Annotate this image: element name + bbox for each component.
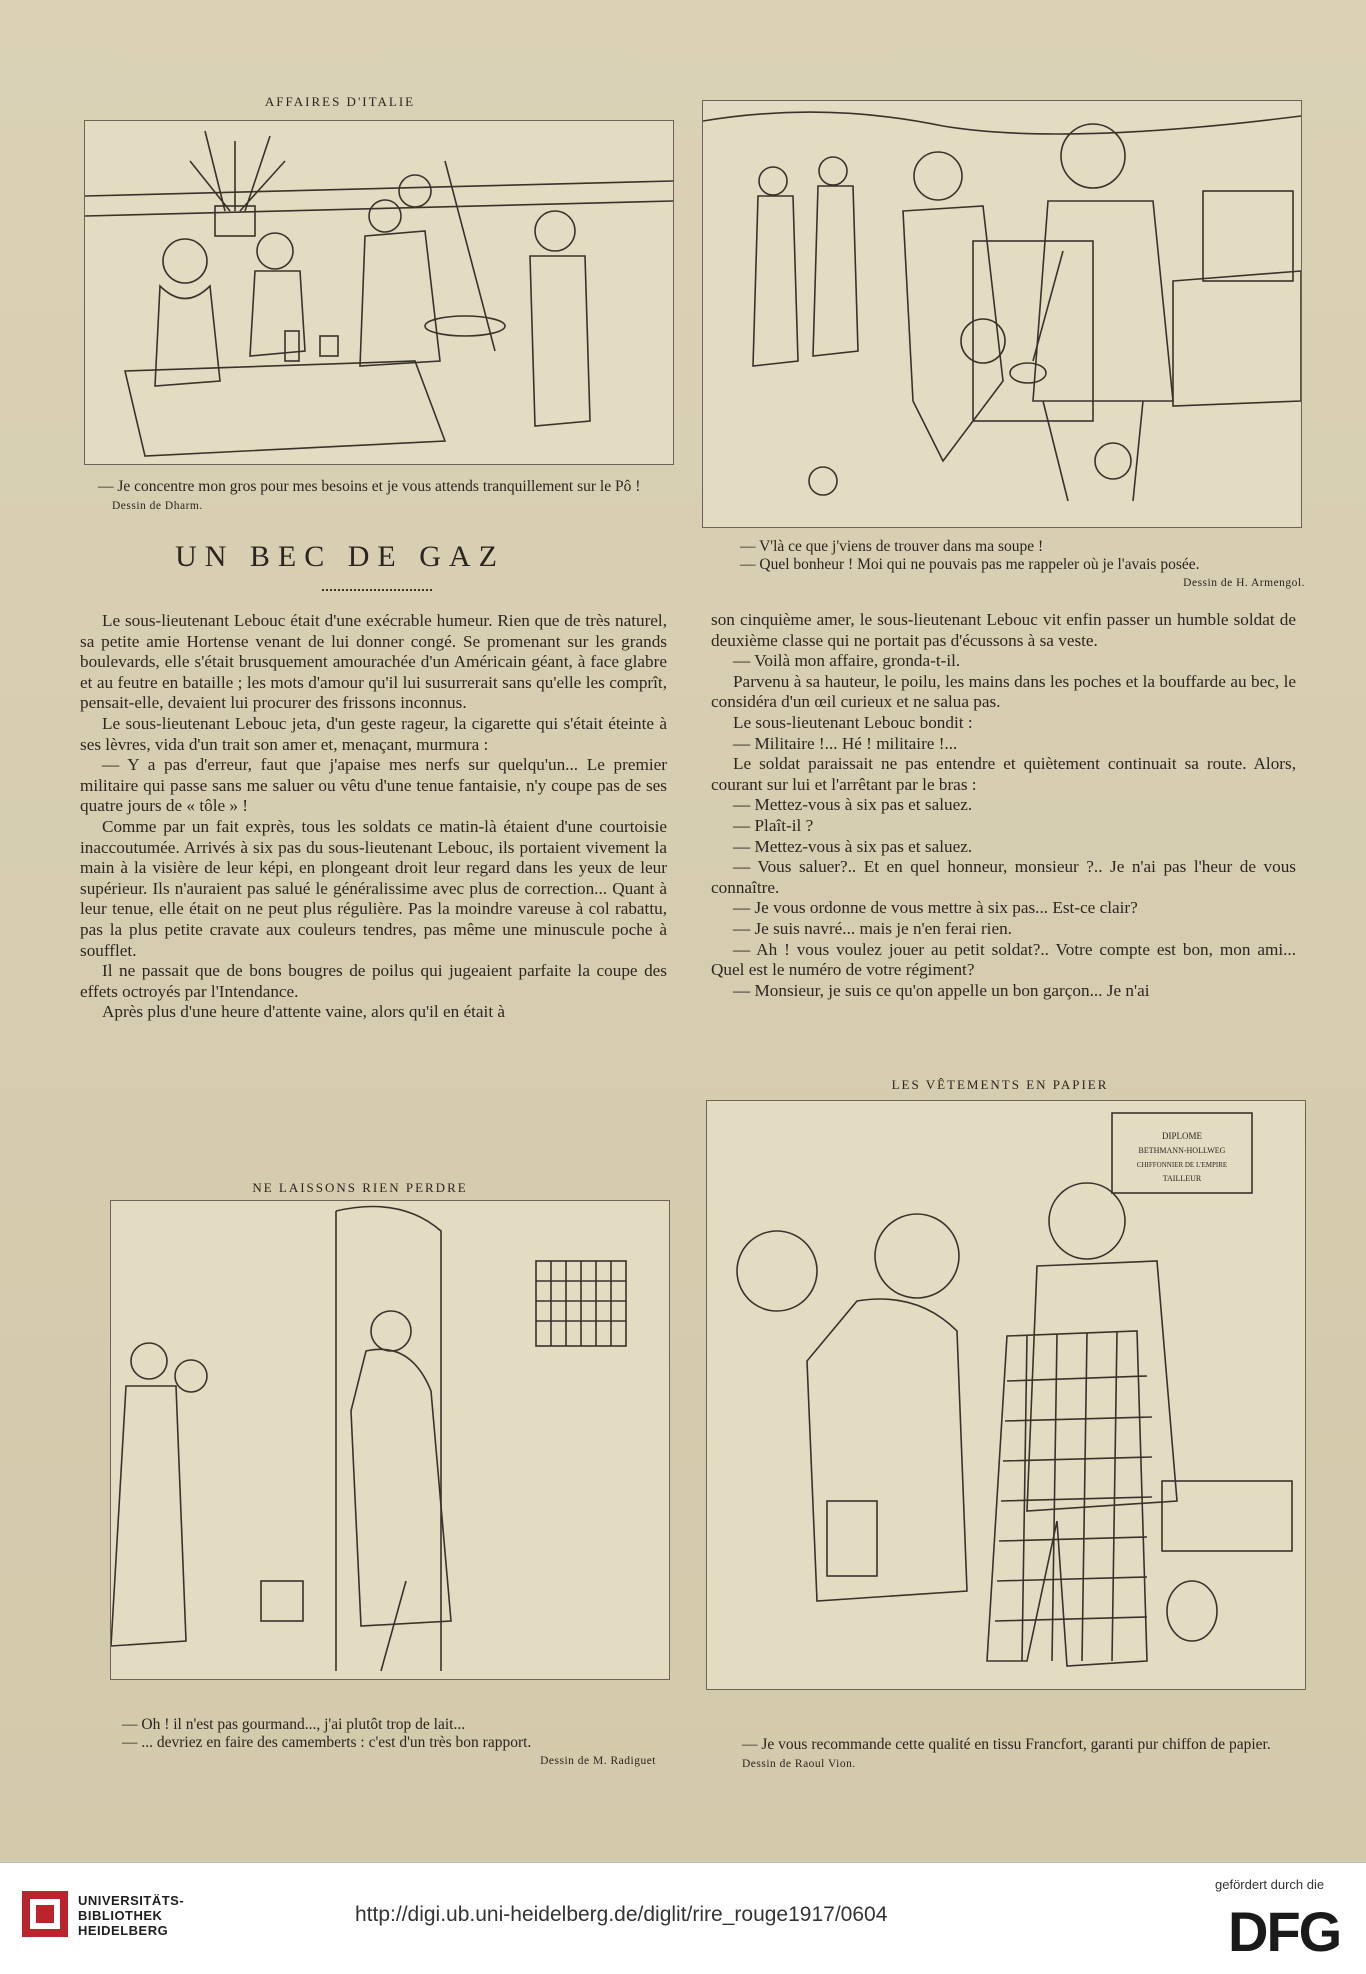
paragraph: — Mettez-vous à six pas et saluez. bbox=[733, 795, 973, 815]
kitchen-drawing bbox=[703, 101, 1301, 527]
svg-text:DIPLOME: DIPLOME bbox=[1162, 1131, 1202, 1141]
paragraph: Le sous-lieutenant Lebouc était d'une exécrable humeur. Rien que de très naturel, sa petite amie Hortense venant de lui donner congé. Se promenant sur les grands boulevards, elle s'était brusquement amourachée d'un Américain géant, à face glabre et au feutre en bataille ; les mots d'amour qu'il lui susurrerait sans qu'elle les comprît, pensait-elle, devaient lui procurer des frissons inconnus. bbox=[80, 611, 667, 713]
caption-line-1: — Oh ! il n'est pas gourmand..., j'ai plutôt trop de lait... bbox=[122, 1716, 466, 1733]
paragraph: — Plaît-il ? bbox=[733, 815, 814, 835]
caption-line-2: — Quel bonheur ! Moi qui ne pouvais pas me rappeler où je l'avais posée. bbox=[740, 556, 1200, 573]
paragraph: Parvenu à sa hauteur, le poilu, les mains dans les poches et la bouffarde au bec, le considéra d'un œil curieux et ne salua pas. bbox=[711, 671, 1296, 712]
illustration-cafe-scene bbox=[84, 120, 674, 465]
caption-ne-laissons bbox=[118, 1716, 666, 1770]
headline-ornament bbox=[322, 583, 432, 591]
street-drawing bbox=[111, 1201, 669, 1679]
paragraph: — Vous saluer?.. Et en quel honneur, monsieur ?.. Je n'ai pas l'heur de vous connaître. bbox=[711, 857, 1296, 897]
paragraph: — Je vous ordonne de vous mettre à six pas... Est-ce clair? bbox=[733, 898, 1138, 918]
paragraph: — Y a pas d'erreur, faut que j'apaise mes nerfs sur quelqu'un... Le premier militaire qui passe sans me saluer ou vêtu d'une tenue fantaisie, n'y coupe pas de ses quatre jours de « tôle » ! bbox=[80, 755, 667, 816]
paragraph: Il ne passait que de bons bougres de poilus qui jugeaient parfaite la coupe des effets octroyés par l'Intendance. bbox=[80, 961, 667, 1001]
article-column-right bbox=[711, 610, 1296, 1001]
dfg-logo: DFG bbox=[1228, 1900, 1341, 1963]
paragraph: Le sous-lieutenant Lebouc bondit : bbox=[733, 712, 973, 732]
paragraph: — Monsieur, je suis ce qu'on appelle un bon garçon... Je n'ai bbox=[733, 980, 1150, 1000]
caption-soupe bbox=[720, 538, 1305, 592]
tailor-drawing bbox=[707, 1101, 1305, 1689]
library-line-1: UNIVERSITÄTS- bbox=[78, 1893, 185, 1908]
illustration-title-ne-laissons: NE LAISSONS RIEN PERDRE bbox=[252, 1180, 468, 1195]
paragraph: son cinquième amer, le sous-lieutenant Lebouc vit enfin passer un humble soldat de deuxième classe qui ne portait pas d'écussons à sa veste. bbox=[711, 610, 1296, 650]
paragraph: — Militaire !... Hé ! militaire !... bbox=[733, 733, 958, 753]
svg-text:BETHMANN-HOLLWEG: BETHMANN-HOLLWEG bbox=[1138, 1146, 1226, 1155]
illustration-paper-clothes bbox=[706, 1100, 1306, 1690]
cafe-drawing bbox=[85, 121, 673, 464]
caption-affaires-italie bbox=[98, 478, 673, 515]
illustration-credit: Dessin de M. Radiguet bbox=[540, 1755, 656, 1767]
paragraph: — Voilà mon affaire, gronda-t-il. bbox=[733, 651, 961, 671]
paragraph: — Ah ! vous voulez jouer au petit soldat?.. Votre compte est bon, mon ami... Quel est le numéro de votre régiment? bbox=[711, 939, 1296, 980]
caption-line-2: — ... devriez en faire des camemberts : c'est d'un très bon rapport. bbox=[122, 1734, 532, 1751]
illustration-credit: Dessin de Raoul Vion. bbox=[742, 1758, 856, 1770]
article-column-left bbox=[80, 611, 667, 1023]
illustration-credit: Dessin de H. Armengol. bbox=[1183, 577, 1305, 589]
funded-by-label: gefördert durch die bbox=[1215, 1877, 1325, 1892]
caption-text: — Je vous recommande cette qualité en tissu Francfort, garanti pur chiffon de papier. bbox=[742, 1736, 1271, 1753]
svg-text:CHIFFONNIER DE L'EMPIRE: CHIFFONNIER DE L'EMPIRE bbox=[1136, 1161, 1228, 1169]
svg-text:TAILLEUR: TAILLEUR bbox=[1162, 1174, 1202, 1183]
illustration-credit: Dessin de Dharm. bbox=[112, 500, 203, 512]
ub-heidelberg-logo-icon bbox=[20, 1889, 70, 1939]
caption-text: — Je concentre mon gros pour mes besoins et je vous attends tranquillement sur le Pô ! bbox=[98, 478, 641, 495]
paragraph: Après plus d'une heure d'attente vaine, alors qu'il en était à bbox=[102, 1002, 506, 1022]
illustration-mother-child bbox=[110, 1200, 670, 1680]
library-name bbox=[78, 1893, 184, 1938]
illustration-title-affaires-italie: AFFAIRES D'ITALIE bbox=[264, 94, 416, 109]
paragraph: Le soldat paraissait ne pas entendre et quiètement continuait sa route. Alors, courant sur lui et l'arrêtant par le bras : bbox=[711, 754, 1296, 794]
caption-line-1: — V'là ce que j'viens de trouver dans ma soupe ! bbox=[740, 538, 1044, 555]
library-line-2: BIBLIOTHEK bbox=[78, 1908, 163, 1923]
illustration-soldiers-kitchen bbox=[702, 100, 1302, 528]
article-headline: UN BEC DE GAZ bbox=[175, 540, 505, 573]
permalink-url[interactable]: http://digi.ub.uni-heidelberg.de/diglit/rire_rouge1917/0604 bbox=[355, 1903, 888, 1926]
illustration-title-vetements: LES VÊTEMENTS EN PAPIER bbox=[891, 1077, 1109, 1092]
library-line-3: HEIDELBERG bbox=[78, 1923, 169, 1938]
caption-vetements bbox=[722, 1736, 1307, 1773]
paragraph: Le sous-lieutenant Lebouc jeta, d'un geste rageur, la cigarette qui s'était éteinte à ses lèvres, vida d'un trait son amer et, menaçant, murmura : bbox=[80, 713, 667, 754]
paragraph: Comme par un fait exprès, tous les soldats ce matin-là étaient d'une courtoisie inaccoutumée. Arrivés à six pas du sous-lieutenant Lebouc, ils portaient vivement la main à la visière de leur képi, en plongeant droit leur regard dans les yeux de leur supérieur. Ils n'auraient pas salué le généralissime avec plus de correction... Quant à leur tenue, elle était on ne peut plus régulière. Pas la moindre vareuse à col rabattu, pas la plus petite cravate aux couleurs tendres, pas même une minuscule poche à soufflet. bbox=[80, 816, 667, 960]
paragraph: — Mettez-vous à six pas et saluez. bbox=[733, 836, 973, 856]
paragraph: — Je suis navré... mais je n'en ferai rien. bbox=[733, 918, 1012, 938]
footer-bar bbox=[0, 1862, 1366, 1974]
